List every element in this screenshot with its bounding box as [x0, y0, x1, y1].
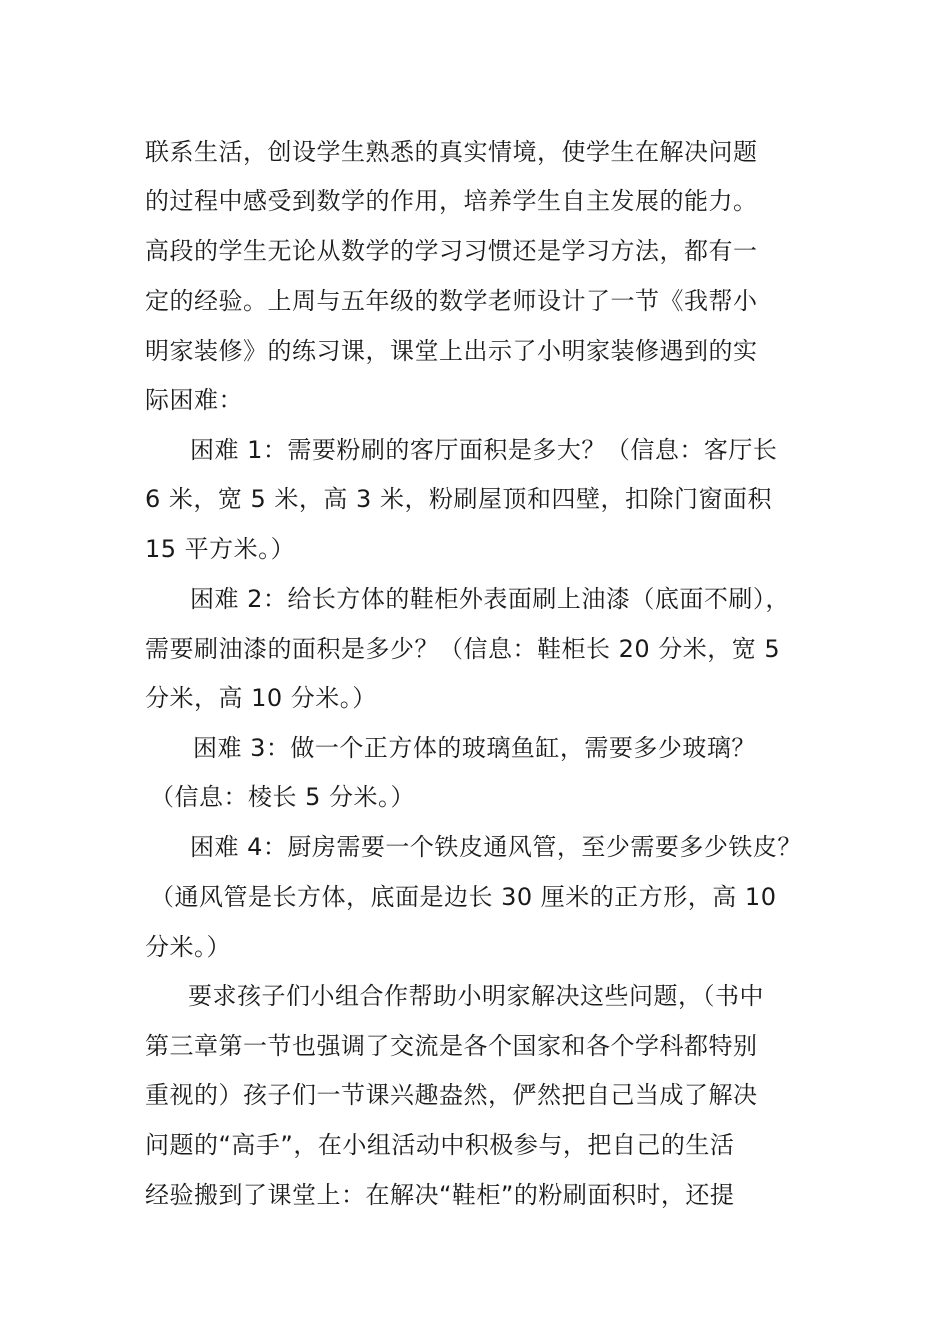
- text-line-19: 第三章第一节也强调了交流是各个国家和各个学科都特别: [145, 1032, 758, 1060]
- text-line-1: 联系生活，创设学生熟悉的真实情境，使学生在解决问题: [145, 138, 758, 166]
- text-line-21: 问题的“高手”，在小组活动中积极参与，把自己的生活: [145, 1131, 735, 1159]
- text-line-10: 困难 2：给长方体的鞋柜外表面刷上油漆（底面不刷），: [190, 585, 790, 613]
- text-line-15: 困难 4：厨房需要一个铁皮通风管，至少需要多少铁皮？: [190, 833, 802, 861]
- text-line-17: 分米。）: [145, 933, 231, 961]
- text-line-8: 6 米，宽 5 米，高 3 米，粉刷屋顶和四壁，扣除门窗面积: [145, 485, 772, 513]
- text-line-20: 重视的）孩子们一节课兴趣盎然，俨然把自己当成了解决: [145, 1081, 758, 1109]
- text-line-13: 困难 3：做一个正方体的玻璃鱼缸，需要多少玻璃？: [193, 734, 756, 762]
- text-line-4: 定的经验。上周与五年级的数学老师设计了一节《我帮小: [145, 287, 758, 315]
- text-line-16: （通风管是长方体，底面是边长 30 厘米的正方形，高 10: [150, 883, 777, 911]
- text-line-11: 需要刷油漆的面积是多少？（信息：鞋柜长 20 分米，宽 5: [145, 635, 781, 663]
- text-line-14: （信息：棱长 5 分米。）: [150, 783, 416, 811]
- text-line-18: 要求孩子们小组合作帮助小明家解决这些问题，（书中: [188, 982, 764, 1010]
- text-line-7: 困难 1：需要粉刷的客厅面积是多大？（信息：客厅长: [190, 436, 778, 464]
- text-line-9: 15 平方米。）: [145, 535, 296, 563]
- text-line-5: 明家装修》的练习课，课堂上出示了小明家装修遇到的实: [145, 337, 758, 365]
- text-line-2: 的过程中感受到数学的作用，培养学生自主发展的能力。: [145, 187, 758, 215]
- text-line-12: 分米，高 10 分米。）: [145, 684, 377, 712]
- text-line-6: 际困难：: [145, 386, 243, 414]
- text-line-22: 经验搬到了课堂上：在解决“鞋柜”的粉刷面积时，还提: [145, 1181, 735, 1209]
- text-line-3: 高段的学生无论从数学的学习习惯还是学习方法，都有一: [145, 237, 758, 265]
